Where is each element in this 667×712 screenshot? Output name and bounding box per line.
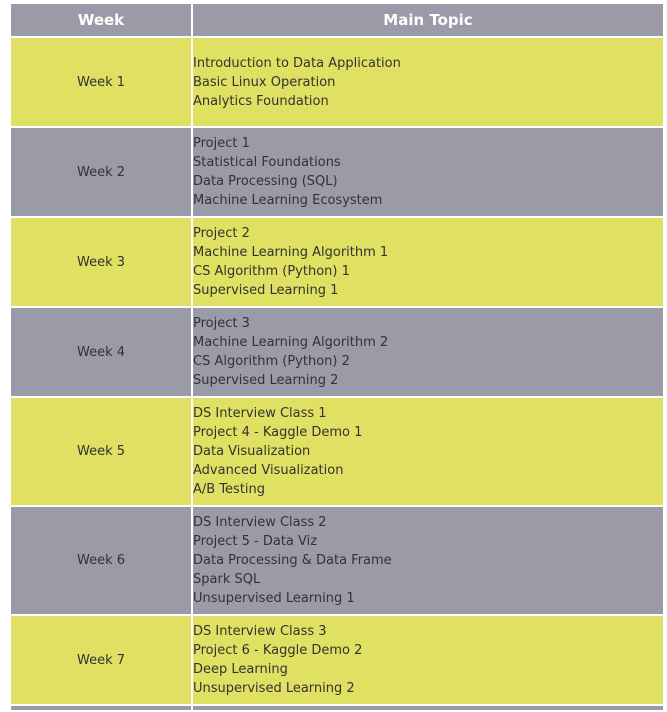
partial-row — [10, 705, 664, 711]
topic-item: Unsupervised Learning 2 — [193, 681, 355, 696]
table-row — [10, 37, 664, 127]
topic-item: Project 5 - Data Viz — [193, 534, 318, 549]
topic-item: Spark SQL — [193, 572, 261, 587]
topic-item: Project 2 — [193, 226, 250, 241]
topic-item: Deep Learning — [193, 662, 288, 677]
table-row — [10, 397, 664, 506]
topic-item: Supervised Learning 2 — [193, 373, 339, 388]
topic-item: DS Interview Class 3 — [193, 624, 327, 639]
topic-item: DS Interview Class 1 — [193, 406, 327, 421]
topic-item: Machine Learning Ecosystem — [193, 193, 383, 208]
header-row — [10, 3, 664, 37]
topic-cell — [192, 397, 664, 506]
topic-item: Project 6 - Kaggle Demo 2 — [193, 643, 363, 658]
topic-item: Project 3 — [193, 316, 250, 331]
topic-cell — [192, 217, 664, 307]
topic-item: Basic Linux Operation — [193, 74, 336, 90]
topic-item: Unsupervised Learning 1 — [193, 591, 355, 606]
topic-item: Introduction to Data Application — [193, 55, 401, 71]
topic-item: Data Processing & Data Frame — [193, 553, 392, 568]
week-cell: Week 1 — [10, 37, 192, 127]
topic-cell — [192, 506, 664, 615]
topic-item: Project 4 - Kaggle Demo 1 — [193, 425, 363, 440]
week-cell: Week 7 — [10, 615, 192, 705]
header-week: Week — [10, 3, 192, 37]
topic-item: DS Interview Class 2 — [193, 515, 327, 530]
week-cell: Week 6 — [10, 506, 192, 615]
table-row — [10, 615, 664, 705]
table-row — [10, 127, 664, 217]
header-main-topic: Main Topic — [192, 3, 664, 37]
table-row — [10, 506, 664, 615]
schedule-table — [9, 2, 665, 712]
table-row — [10, 217, 664, 307]
week-cell: Week 2 — [10, 127, 192, 217]
topic-item: Project 1 — [193, 136, 250, 151]
table-row — [10, 307, 664, 397]
topic-item: Supervised Learning 1 — [193, 283, 339, 298]
topic-item: Statistical Foundations — [193, 155, 341, 170]
week-cell: Week 4 — [10, 307, 192, 397]
week-cell: Week 3 — [10, 217, 192, 307]
topic-cell — [192, 615, 664, 705]
topic-cell — [192, 307, 664, 397]
topic-item: Advanced Visualization — [193, 463, 344, 478]
topic-item: Machine Learning Algorithm 1 — [193, 245, 389, 260]
partial-cell — [10, 705, 192, 711]
topic-item: Data Processing (SQL) — [193, 174, 338, 189]
week-cell: Week 5 — [10, 397, 192, 506]
topic-item: Analytics Foundation — [193, 93, 329, 109]
topic-item: CS Algorithm (Python) 2 — [193, 354, 350, 369]
topic-item: A/B Testing — [193, 482, 266, 497]
schedule-body — [10, 37, 664, 711]
topic-cell — [192, 127, 664, 217]
topic-item: Machine Learning Algorithm 2 — [193, 335, 389, 350]
partial-cell — [192, 705, 664, 711]
topic-item: CS Algorithm (Python) 1 — [193, 264, 350, 279]
topic-item: Data Visualization — [193, 444, 311, 459]
topic-cell — [192, 37, 664, 127]
